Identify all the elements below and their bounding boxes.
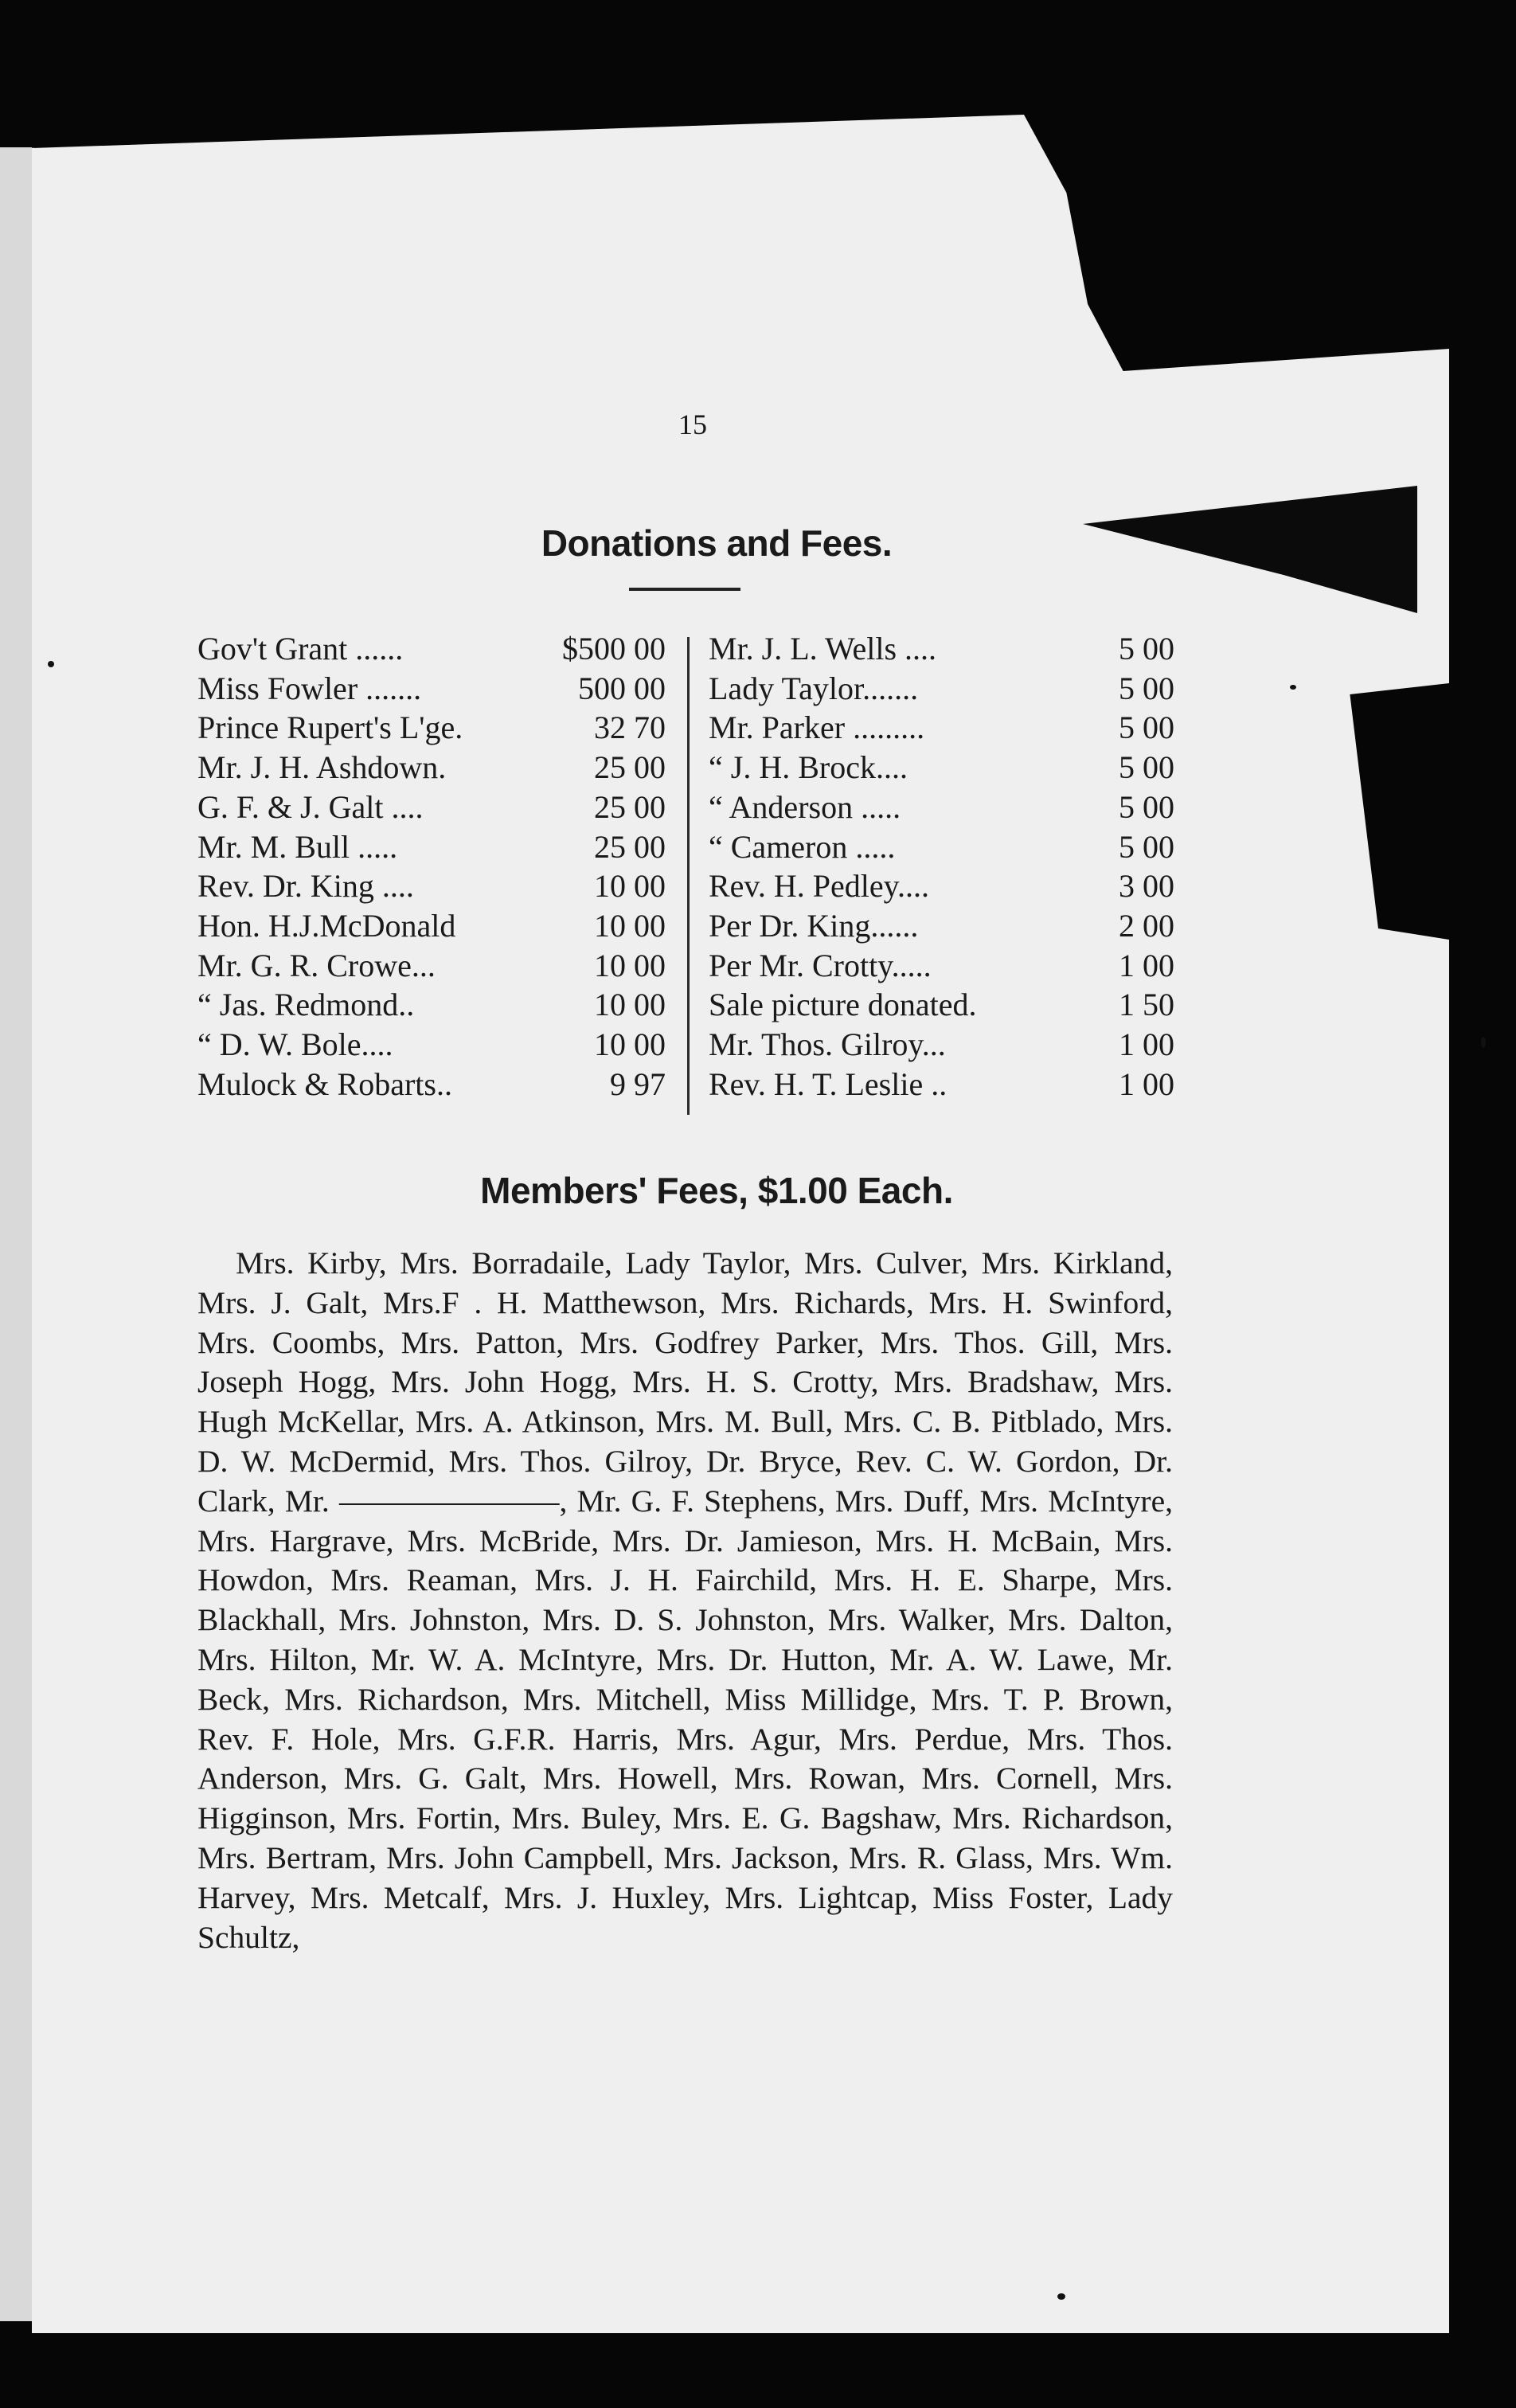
donation-amount: 10 00 [594,1026,666,1063]
donor-name: Rev. H. Pedley.... [709,868,929,905]
donation-amount: 10 00 [594,987,666,1023]
donation-amount: 25 00 [594,828,666,865]
heading-rule [629,588,740,591]
donation-row [197,866,666,906]
donation-amount: 10 00 [594,868,666,905]
donations-left-column [197,629,666,1104]
donation-amount: 3 00 [1119,868,1174,905]
donor-name: “ Jas. Redmond.. [197,987,415,1023]
donation-amount: 10 00 [594,907,666,944]
donation-amount: 25 00 [594,788,666,825]
donation-amount: 1 50 [1119,987,1174,1023]
donation-amount: $500 00 [562,631,666,666]
donor-name: G. F. & J. Galt .... [197,788,424,825]
speck [1057,2293,1065,2300]
page-number: 15 [678,408,707,440]
donation-row [197,1025,666,1065]
donation-row [709,629,1174,669]
donor-name: Sale picture donated. [709,987,977,1023]
column-divider [687,637,690,1115]
donation-row [197,748,666,788]
donor-name: Mr. M. Bull ..... [197,828,398,865]
donor-name: Per Mr. Crotty..... [709,947,932,983]
donation-amount: 5 00 [1119,749,1174,786]
donation-row [197,788,666,827]
donation-row [709,669,1174,709]
donation-row [709,708,1174,748]
donor-name: Mr. Parker ......... [709,710,925,746]
donation-amount: 2 00 [1119,907,1174,944]
donation-amount: 1 00 [1119,1065,1174,1102]
donor-name: Rev. Dr. King .... [197,868,414,905]
donor-name: “ Cameron ..... [709,828,896,865]
donation-row [197,629,666,669]
donation-row [197,906,666,946]
donor-name: Gov't Grant ...... [197,631,404,666]
donations-right-column [709,629,1174,1104]
donor-name: Mr. J. H. Ashdown. [197,749,447,786]
donation-amount: 9 97 [610,1065,666,1102]
speck [48,661,54,667]
donation-row [709,1065,1174,1104]
donor-name: Miss Fowler ....... [197,670,422,706]
donation-amount: 5 00 [1119,788,1174,825]
donation-amount: 32 70 [594,710,666,746]
members-heading: Members' Fees, $1.00 Each. [480,1170,953,1211]
donation-row [709,748,1174,788]
donation-amount: 500 00 [578,670,666,706]
donor-name: “ J. H. Brock.... [709,749,908,786]
donor-name: Prince Rupert's L'ge. [197,710,463,746]
donation-row [709,788,1174,827]
donor-name: Hon. H.J.McDonald [197,907,456,944]
donation-row [709,866,1174,906]
donor-name: Rev. H. T. Leslie .. [709,1065,947,1102]
members-list: Mrs. Kirby, Mrs. Borradaile, Lady Taylor, Mrs. Culver, Mrs. Kirkland, Mrs. J. Galt, Mrs.F . H. Matthewson, Mrs. Richards, Mrs. H. Swinford, Mrs. Coombs, Mrs. Patton, Mrs. Godfrey Parker, Mrs. Thos. Gill, Mrs. Joseph Hogg, Mrs. John Hogg, Mrs. H. S. Crotty, Mrs. Bradshaw, Mrs. Hugh McKellar, Mrs. A. Atkinson, Mrs. M. Bull, Mrs. C. B. Pitblado, Mrs. D. W. McDermid, Mrs. Thos. Gilroy, Dr. Bryce, Rev. C. W. Gordon, Dr. Clark, Mr. ———————, Mr. G. F. Stephens, Mrs. Duff, Mrs. McIntyre, Mrs. Hargrave, Mrs. McBride, Mrs. Dr. Jamieson, Mrs. H. McBain, Mrs. Howdon, Mrs. Reaman, Mrs. J. H. Fairchild, Mrs. H. E. Sharpe, Mrs. Blackhall, Mrs. Johnston, Mrs. D. S. Johnston, Mrs. Walker, Mrs. Dalton, Mrs. Hilton, Mr. W. A. McIntyre, Mrs. Dr. Hutton, Mr. A. W. Lawe, Mr. Beck, Mrs. Richardson, Mrs. Mitchell, Miss Millidge, Mrs. T. P. Brown, Rev. F. Hole, Mrs. G.F.R. Harris, Mrs. Agur, Mrs. Perdue, Mrs. Thos. Anderson, Mrs. G. Galt, Mrs. Howell, Mrs. Rowan, Mrs. Cornell, Mrs. Higginson, Mrs. Fortin, Mrs. Buley, Mrs. E. G. Bagshaw, Mrs. Richardson, Mrs. Bertram, Mrs. John Campbell, Mrs. Jackson, Mrs. R. Glass, Mrs. Wm. Harvey, Mrs. Metcalf, Mrs. J. Huxley, Mrs. Lightcap, Miss Foster, Lady Schultz, [197,1245,1173,1955]
donor-name: “ D. W. Bole.... [197,1026,393,1063]
donation-amount: 5 00 [1119,710,1174,746]
donation-row [197,1065,666,1104]
previous-page-edge [0,147,34,2321]
donor-name: “ Anderson ..... [709,788,901,825]
donation-amount: 1 00 [1119,1026,1174,1063]
donation-row [709,1025,1174,1065]
donation-amount: 25 00 [594,749,666,786]
document-page [32,104,1449,2333]
donations-heading: Donations and Fees. [541,522,893,564]
donation-amount: 10 00 [594,947,666,983]
donor-name: Mr. J. L. Wells .... [709,631,937,666]
donation-amount: 5 00 [1119,828,1174,865]
donation-amount: 5 00 [1119,631,1174,666]
donation-row [197,708,666,748]
donation-row [709,946,1174,986]
donation-row [197,946,666,986]
donation-row [709,906,1174,946]
donation-amount: 5 00 [1119,670,1174,706]
speck [1481,1037,1486,1048]
donation-row [197,827,666,867]
speck [1290,685,1296,690]
donor-name: Mr. Thos. Gilroy... [709,1026,946,1063]
donation-row [197,985,666,1025]
donation-row [709,985,1174,1025]
donation-row [709,827,1174,867]
donor-name: Lady Taylor....... [709,670,919,706]
donor-name: Per Dr. King...... [709,907,919,944]
donor-name: Mulock & Robarts.. [197,1065,452,1102]
donation-row [197,669,666,709]
donation-amount: 1 00 [1119,947,1174,983]
donor-name: Mr. G. R. Crowe... [197,947,436,983]
